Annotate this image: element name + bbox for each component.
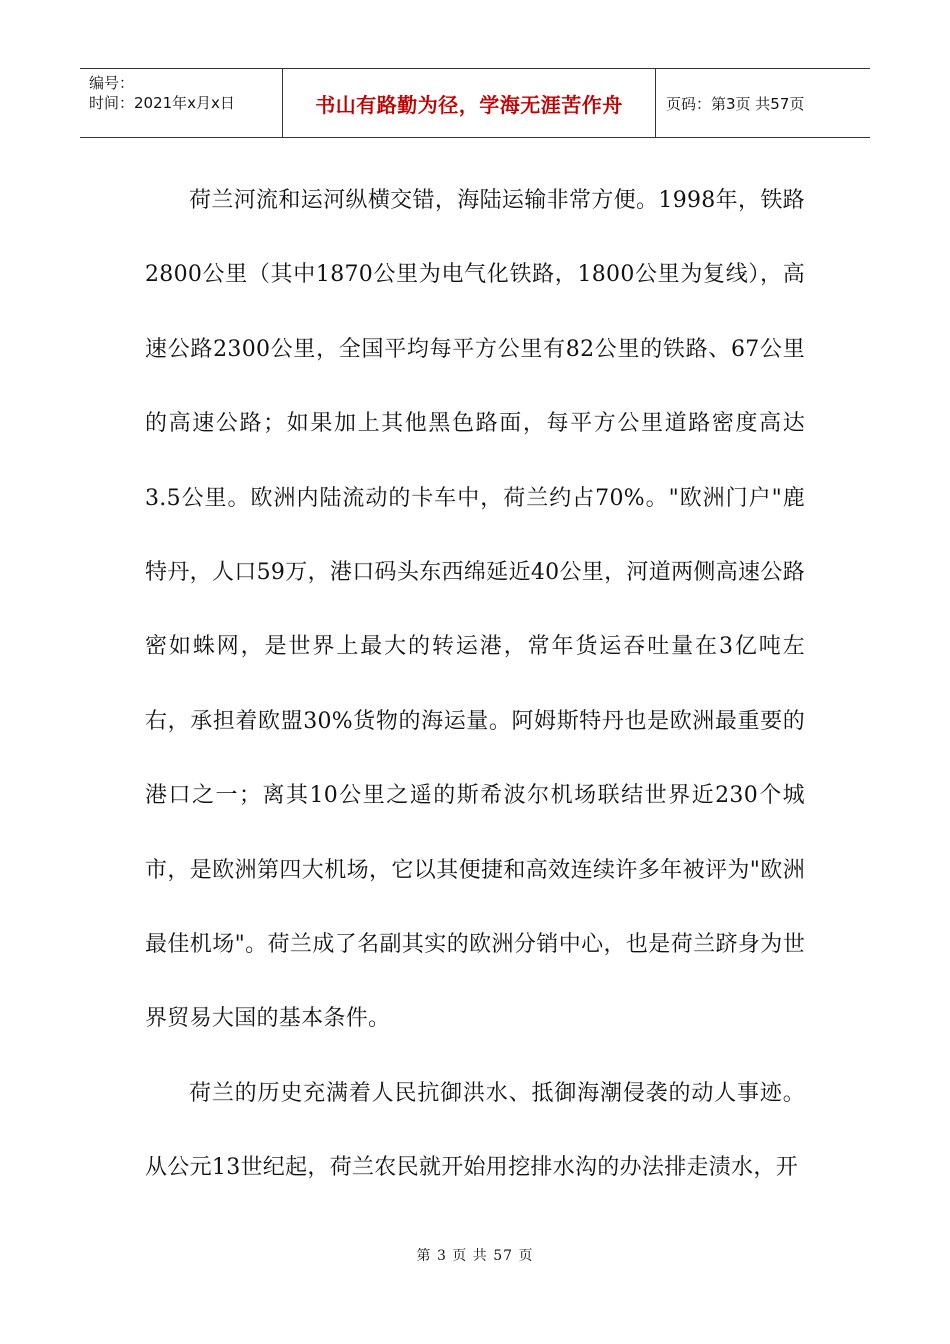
header-motto: 书山有路勤为径，学海无涯苦作舟 [315,92,623,117]
document-date: 时间：2021年x月x日 [89,94,235,112]
header-page-cell [656,69,870,137]
page-header [80,68,870,138]
header-meta [80,69,282,137]
header-motto-cell [282,69,656,137]
document-body [145,164,805,1206]
body-paragraph: 荷兰的历史充满着人民抗御洪水、抵御海潮侵袭的动人事迹。从公元13世纪起，荷兰农民就开始用挖排水沟的办法排走渍水，开 [145,1080,805,1181]
document-number-label: 编号： [89,74,135,92]
page-footer: 第 3 页 共 57 页 [416,1248,534,1264]
body-paragraph: 荷兰河流和运河纵横交错，海陆运输非常方便。1998年，铁路2800公里（其中1870公里为电气化铁路，1800公里为复线），高速公路2300公里，全国平均每平方公里有82公里的铁路、67公里的高速公路；如果加上其他黑色路面，每平方公里道路密度高达3.5公里。欧洲内陆流动的卡车中，荷兰约占70%。"欧洲门户"鹿特丹，人口59万，港口码头东西绵延近40公里，河道两侧高速公路密如蛛网，是世界上最大的转运港，常年货运吞吐量在3亿吨左右，承担着欧盟30%货物的海运量。阿姆斯特丹也是欧洲最重要的港口之一；离其10公里之遥的斯希波尔机场联结世界近230个城市，是欧洲第四大机场，它以其便捷和高效连续许多年被评为"欧洲最佳机场"。荷兰成了名副其实的欧洲分销中心，也是荷兰跻身为世界贸易大国的基本条件。 [145,188,805,1032]
header-page-info: 页码：第3页 共57页 [666,94,805,113]
